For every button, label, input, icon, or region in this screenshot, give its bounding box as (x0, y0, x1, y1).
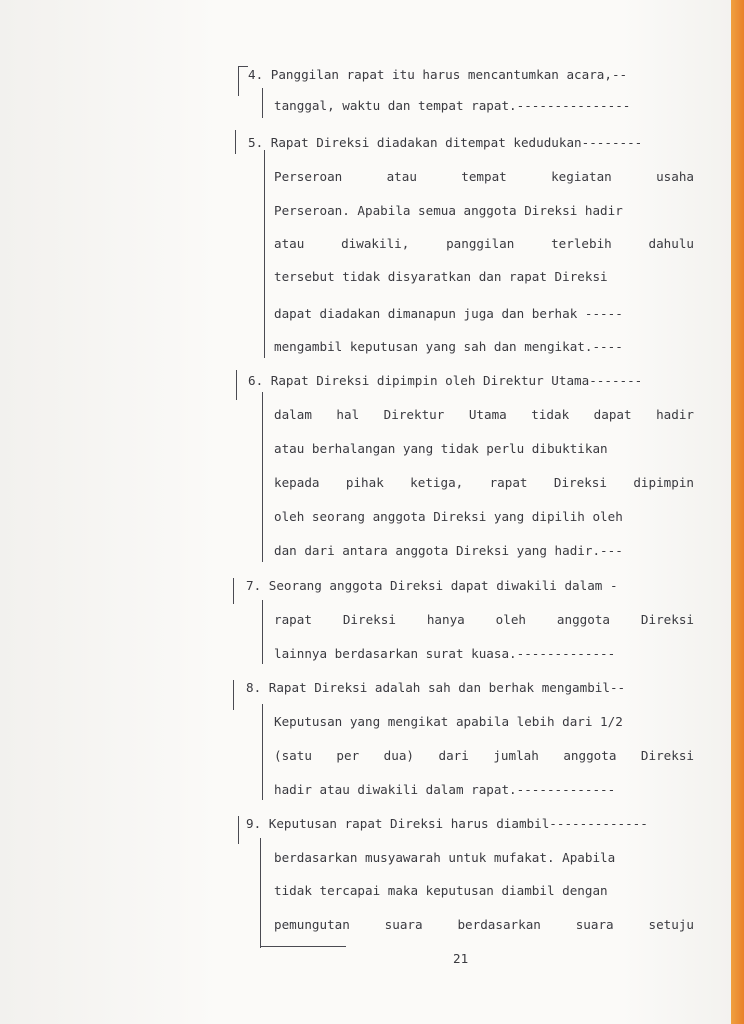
text-line: 4. Panggilan rapat itu harus mencantumkan acara,-- (248, 67, 628, 82)
text-line: mengambil keputusan yang sah dan mengikat.---- (274, 339, 623, 354)
text-line: Perseroan atau tempat kegiatan usaha (274, 169, 694, 184)
text-line: 6. Rapat Direksi dipimpin oleh Direktur Utama------- (248, 373, 643, 388)
text-line: tersebut tidak disyaratkan dan rapat Direksi (274, 269, 608, 284)
text-line: Perseroan. Apabila semua anggota Direksi hadir (274, 203, 623, 218)
margin-rule (233, 680, 234, 710)
text-line: hadir atau diwakili dalam rapat.------------- (274, 782, 616, 797)
text-line: tanggal, waktu dan tempat rapat.--------------- (274, 98, 631, 113)
text-line: atau berhalangan yang tidak perlu dibuktikan (274, 441, 608, 456)
text-line: 8. Rapat Direksi adalah sah dan berhak mengambil-- (246, 680, 626, 695)
text-line: 7. Seorang anggota Direksi dapat diwakili dalam - (246, 578, 618, 593)
text-line: berdasarkan musyawarah untuk mufakat. Apabila (274, 850, 616, 865)
margin-rule (264, 150, 265, 358)
margin-rule (260, 838, 261, 948)
text-line: rapat Direksi hanya oleh anggota Direksi (274, 612, 694, 627)
margin-rule (235, 130, 236, 154)
text-line: 9. Keputusan rapat Direksi harus diambil------------- (246, 816, 648, 831)
text-line: kepada pihak ketiga, rapat Direksi dipimpin (274, 475, 694, 490)
page-number: 21 (453, 951, 469, 966)
margin-rule (262, 600, 263, 664)
margin-rule (260, 946, 346, 947)
text-line: tidak tercapai maka keputusan diambil dengan (274, 883, 608, 898)
margin-rule (262, 704, 263, 800)
text-line: 5. Rapat Direksi diadakan ditempat kedudukan-------- (248, 135, 643, 150)
text-line: dan dari antara anggota Direksi yang hadir.--- (274, 543, 623, 558)
text-line: lainnya berdasarkan surat kuasa.------------- (274, 646, 616, 661)
text-line: oleh seorang anggota Direksi yang dipilih oleh (274, 509, 623, 524)
margin-rule (238, 66, 248, 67)
margin-rule (236, 370, 237, 400)
text-line: pemungutan suara berdasarkan suara setuju (274, 917, 694, 932)
margin-rule (262, 88, 263, 118)
margin-rule (238, 816, 239, 844)
text-line: (satu per dua) dari jumlah anggota Direksi (274, 748, 694, 763)
margin-rule (238, 66, 239, 96)
text-line: Keputusan yang mengikat apabila lebih dari 1/2 (274, 714, 623, 729)
text-line: dalam hal Direktur Utama tidak dapat hadir (274, 407, 694, 422)
page-edge (731, 0, 744, 1024)
text-line: dapat diadakan dimanapun juga dan berhak ----- (274, 306, 623, 321)
margin-rule (233, 578, 234, 604)
text-line: atau diwakili, panggilan terlebih dahulu (274, 236, 694, 251)
margin-rule (262, 392, 263, 562)
